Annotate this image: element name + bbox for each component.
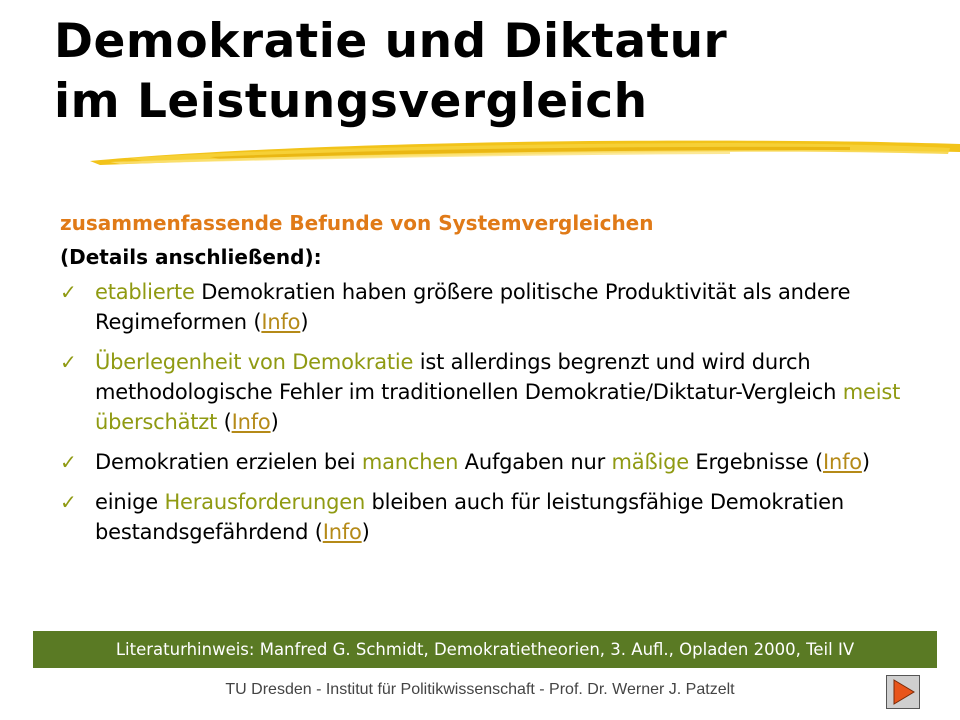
title-line-1: Demokratie und Diktatur [54,14,728,69]
check-icon: ✓ [60,450,77,474]
footer-credit: TU Dresden - Institut für Politikwissenschaft - Prof. Dr. Werner J. Patzelt [225,681,735,698]
info-link[interactable]: Info [231,410,271,434]
section-subtitle: zusammenfassende Befunde von Systemvergleichen [60,211,654,235]
info-link[interactable]: Info [322,520,362,544]
list-item: ✓ Überlegenheit von Demokratie ist allerdings begrenzt und wird durch methodologische Fehler im traditionellen Demokratie/Diktatur-Vergleich meist überschätzt (Info) [60,347,920,437]
page-title [54,12,727,132]
findings-list [60,277,920,547]
section-subtitle-details: (Details anschließend): [60,245,322,269]
info-link[interactable]: Info [822,450,862,474]
brush-stroke-decoration [90,128,960,176]
check-icon: ✓ [60,350,77,374]
content-area [60,205,920,557]
literature-banner: Literaturhinweis: Manfred G. Schmidt, Demokratietheorien, 3. Aufl., Opladen 2000, Teil IV [33,631,937,668]
list-item: ✓ etablierte Demokratien haben größere politische Produktivität als andere Regimeformen (Info) [60,277,920,337]
title-line-2: im Leistungsvergleich [54,74,648,129]
check-icon: ✓ [60,280,77,304]
info-link[interactable]: Info [261,310,301,334]
next-arrow-icon [887,676,919,708]
list-item: ✓ einige Herausforderungen bleiben auch für leistungsfähige Demokratien bestandsgefährdend (Info) [60,487,920,547]
next-slide-button[interactable] [886,675,920,709]
check-icon: ✓ [60,490,77,514]
list-item: ✓ Demokratien erzielen bei manchen Aufgaben nur mäßige Ergebnisse (Info) [60,447,920,477]
